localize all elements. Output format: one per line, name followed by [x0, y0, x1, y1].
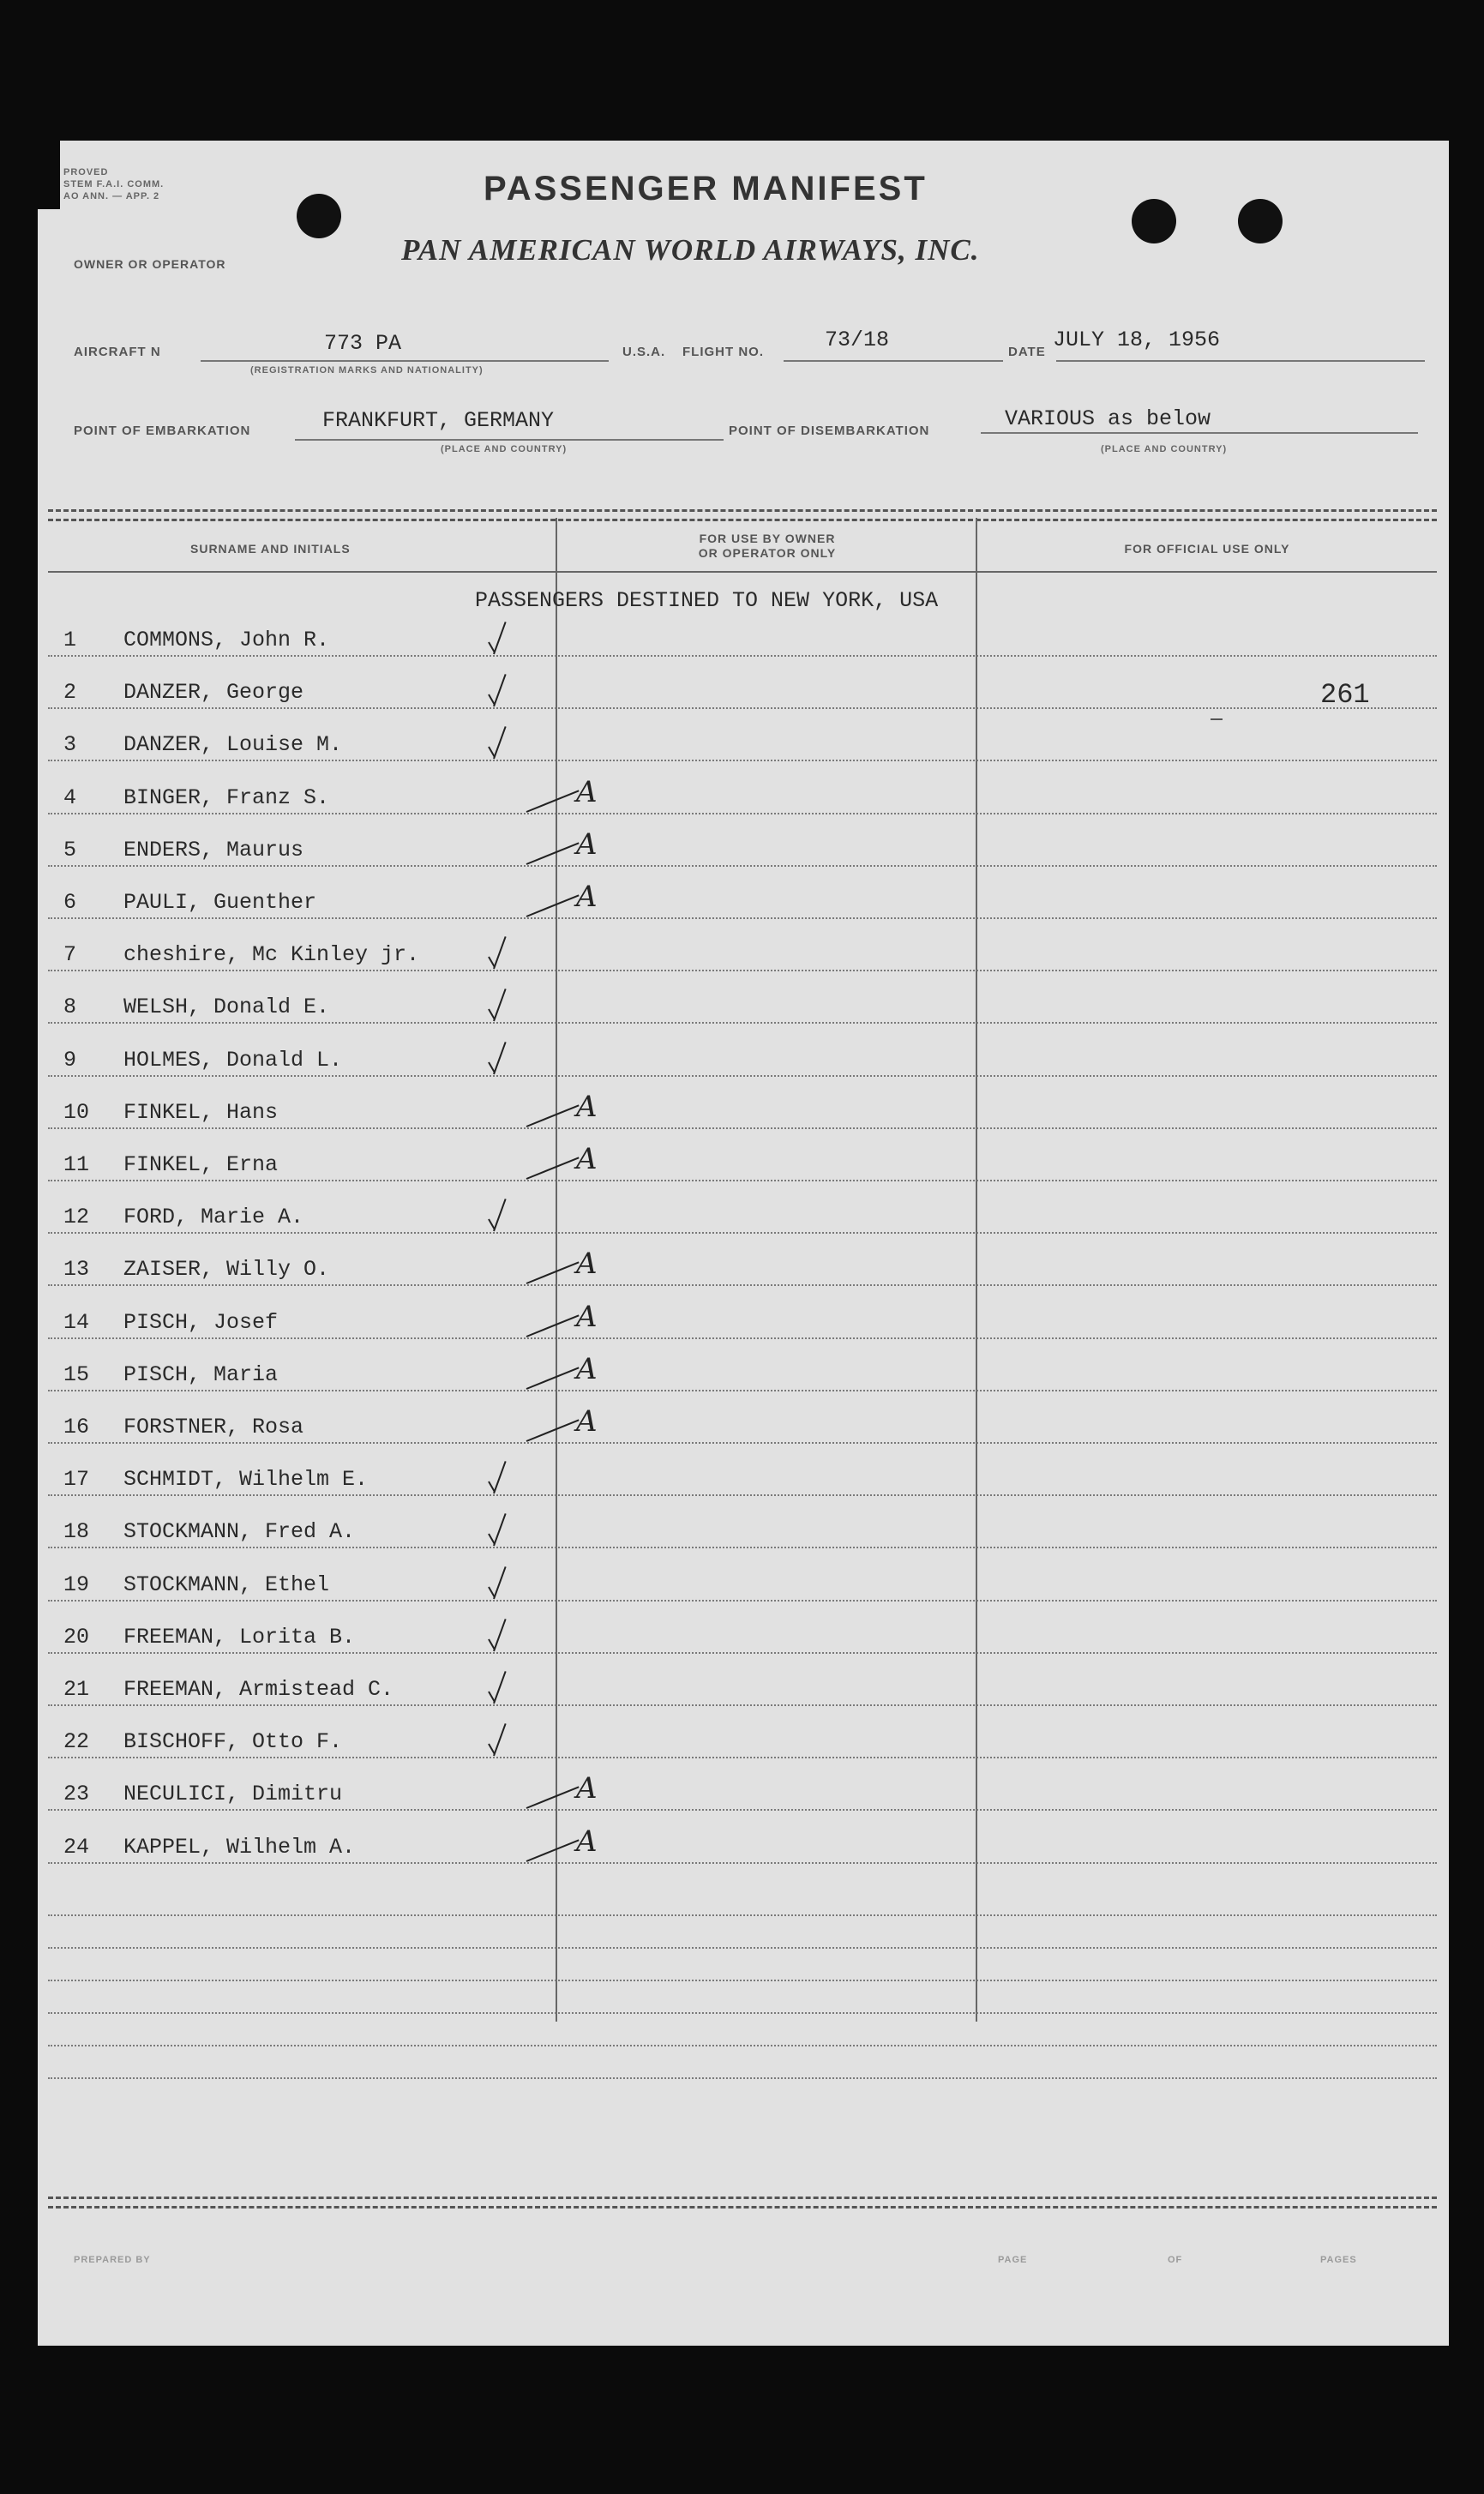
passenger-name: FREEMAN, Armistead C.: [123, 1677, 394, 1702]
table-bottom-rule: [48, 2197, 1437, 2209]
blank-row-line: [48, 2012, 1437, 2014]
row-number: 9: [63, 1047, 77, 1073]
check-mark: [493, 1619, 507, 1651]
table-top-rule: [48, 509, 1437, 521]
row-line: [48, 970, 1437, 971]
check-mark: [493, 1566, 507, 1599]
row-number: 3: [63, 732, 77, 758]
embark-note: (PLACE AND COUNTRY): [441, 444, 568, 454]
row-line: [48, 655, 1437, 657]
row-number: 24: [63, 1834, 90, 1860]
date-label: DATE: [1008, 345, 1046, 359]
row-line: [48, 1547, 1437, 1548]
passenger-name: FORD, Marie A.: [123, 1205, 304, 1230]
passenger-name: STOCKMANN, Ethel: [123, 1572, 330, 1597]
row-number: 11: [63, 1152, 90, 1177]
col-header-names: SURNAME AND INITIALS: [190, 542, 351, 556]
flight-value: 73/18: [825, 328, 890, 352]
row-number: 7: [63, 942, 77, 968]
row-line: [48, 1337, 1437, 1339]
row-number: 20: [63, 1624, 90, 1650]
check-mark: [493, 674, 507, 706]
passenger-name: SCHMIDT, Wilhelm E.: [123, 1467, 369, 1493]
row-line: [48, 1494, 1437, 1496]
passenger-name: ENDERS, Maurus: [123, 837, 304, 862]
blank-row-line: [48, 2077, 1437, 2079]
row-number: 5: [63, 837, 77, 862]
passenger-name: ZAISER, Willy O.: [123, 1257, 330, 1283]
row-line: [48, 1180, 1437, 1181]
col-header-official: FOR OFFICIAL USE ONLY: [1124, 542, 1290, 556]
page-title: PASSENGER MANIFEST: [484, 170, 928, 207]
torn-corner: [38, 141, 60, 209]
row-line: [48, 1075, 1437, 1077]
tick-stroke: [526, 842, 580, 865]
handwritten-a-mark: A: [576, 1089, 598, 1124]
handwritten-a-mark: A: [576, 774, 598, 809]
check-mark: [493, 1461, 507, 1493]
tick-stroke: [526, 1839, 580, 1862]
tick-stroke: [526, 1367, 580, 1390]
passenger-name: PISCH, Maria: [123, 1361, 279, 1387]
punch-hole: [1132, 199, 1176, 243]
section-heading: PASSENGERS DESTINED TO NEW YORK, USA: [475, 588, 939, 613]
pages-label: PAGES: [1320, 2255, 1357, 2265]
row-number: 12: [63, 1205, 90, 1230]
check-mark: [493, 1042, 507, 1074]
row-line: [48, 1284, 1437, 1286]
handwritten-a-mark: A: [576, 1824, 598, 1859]
row-number: 17: [63, 1467, 90, 1493]
check-mark: [493, 989, 507, 1021]
handwritten-a-mark: A: [576, 826, 598, 862]
row-line: [48, 1809, 1437, 1811]
row-line: [48, 865, 1437, 867]
passenger-name: WELSH, Donald E.: [123, 995, 330, 1020]
tick-stroke: [526, 1419, 580, 1442]
row-number: 23: [63, 1782, 90, 1807]
row-number: 19: [63, 1572, 90, 1597]
tick-stroke: [526, 1104, 580, 1127]
handwritten-a-mark: A: [576, 1771, 598, 1806]
embark-label: POINT OF EMBARKATION: [74, 424, 251, 438]
passenger-name: PISCH, Josef: [123, 1309, 279, 1335]
check-mark: [493, 622, 507, 654]
handwritten-a-mark: A: [576, 1142, 598, 1176]
aircraft-label: AIRCRAFT N: [74, 345, 161, 359]
handwritten-a-mark: A: [576, 1299, 598, 1334]
row-line: [48, 1757, 1437, 1758]
handwritten-a-mark: A: [576, 1247, 598, 1282]
row-line: [48, 1442, 1437, 1444]
airline-name: PAN AMERICAN WORLD AIRWAYS, INC.: [401, 233, 980, 267]
passenger-name: PAULI, Guenther: [123, 890, 317, 915]
passenger-name: STOCKMANN, Fred A.: [123, 1519, 356, 1545]
tick-stroke: [526, 1262, 580, 1285]
row-number: 13: [63, 1257, 90, 1283]
check-mark: [493, 1513, 507, 1546]
passenger-name: BISCHOFF, Otto F.: [123, 1729, 343, 1755]
row-line: [48, 707, 1437, 709]
tick-stroke: [526, 1787, 580, 1810]
row-number: 14: [63, 1309, 90, 1335]
handwritten-a-mark: A: [576, 1404, 598, 1439]
row-line: [48, 917, 1437, 919]
passenger-name: cheshire, Mc Kinley jr.: [123, 942, 420, 968]
row-line: [48, 1704, 1437, 1706]
passenger-name: KAPPEL, Wilhelm A.: [123, 1834, 356, 1860]
check-mark: [493, 1671, 507, 1704]
official-note: 261: [1320, 679, 1370, 711]
tick-stroke: [526, 790, 580, 813]
row-number: 4: [63, 784, 77, 810]
column-divider: [976, 518, 977, 2022]
row-number: 18: [63, 1519, 90, 1545]
check-mark: [493, 1199, 507, 1231]
blank-row-line: [48, 1947, 1437, 1949]
disembark-note: (PLACE AND COUNTRY): [1101, 444, 1228, 454]
row-line: [48, 1232, 1437, 1234]
passenger-name: BINGER, Franz S.: [123, 784, 330, 810]
of-label: OF: [1168, 2255, 1183, 2265]
row-number: 16: [63, 1415, 90, 1439]
row-line: [48, 1600, 1437, 1602]
check-mark: [493, 726, 507, 759]
passenger-name: FORSTNER, Rosa: [123, 1415, 304, 1439]
row-number: 21: [63, 1677, 90, 1702]
manifest-sheet: [38, 141, 1449, 2346]
owner-label: OWNER OR OPERATOR: [74, 257, 226, 271]
passenger-name: FINKEL, Erna: [123, 1152, 279, 1177]
row-number: 10: [63, 1099, 90, 1125]
blank-row-line: [48, 2045, 1437, 2046]
row-number: 1: [63, 628, 77, 652]
row-line: [48, 1022, 1437, 1024]
passenger-name: COMMONS, John R.: [123, 628, 330, 652]
blank-row-line: [48, 1914, 1437, 1916]
passenger-name: DANZER, George: [123, 680, 304, 706]
handwritten-a-mark: A: [576, 880, 598, 914]
row-number: 2: [63, 680, 77, 706]
passenger-name: NECULICI, Dimitru: [123, 1782, 343, 1807]
flight-label: FLIGHT NO.: [682, 345, 764, 359]
row-line: [48, 1862, 1437, 1864]
passenger-name: DANZER, Louise M.: [123, 732, 343, 758]
tick-stroke: [526, 1157, 580, 1180]
embark-value: FRANKFURT, GERMANY: [322, 408, 555, 433]
row-number: 22: [63, 1729, 90, 1755]
punch-hole: [1238, 199, 1283, 243]
check-mark: [493, 936, 507, 969]
punch-hole: [297, 194, 341, 238]
aircraft-value: 773 PA: [324, 331, 402, 356]
passenger-name: FREEMAN, Lorita B.: [123, 1624, 356, 1650]
prepared-by-label: PREPARED BY: [74, 2255, 151, 2265]
blank-row-line: [48, 1980, 1437, 1981]
passenger-name: HOLMES, Donald L.: [123, 1047, 343, 1073]
col-header-owner: FOR USE BY OWNER OR OPERATOR ONLY: [698, 532, 837, 560]
approval-stamp: PROVED STEM F.A.I. COMM. AO ANN. — APP. 2: [63, 167, 165, 201]
row-number: 15: [63, 1361, 90, 1387]
row-line: [48, 1127, 1437, 1129]
tick-stroke: [526, 894, 580, 917]
row-line: [48, 760, 1437, 761]
row-line: [48, 1390, 1437, 1391]
passenger-name: FINKEL, Hans: [123, 1099, 279, 1125]
row-number: 6: [63, 890, 77, 915]
disembark-label: POINT OF DISEMBARKATION: [729, 424, 930, 438]
page-label: PAGE: [998, 2255, 1028, 2265]
date-value: JULY 18, 1956: [1053, 328, 1221, 352]
row-line: [48, 813, 1437, 814]
row-number: 8: [63, 995, 77, 1020]
usa-label: U.S.A.: [622, 345, 666, 359]
tick-stroke: [526, 1314, 580, 1337]
disembark-value: VARIOUS as below: [1005, 406, 1211, 431]
row-line: [48, 1652, 1437, 1654]
registration-note: (REGISTRATION MARKS AND NATIONALITY): [250, 365, 484, 376]
handwritten-a-mark: A: [576, 1351, 598, 1386]
check-mark: [493, 1723, 507, 1756]
